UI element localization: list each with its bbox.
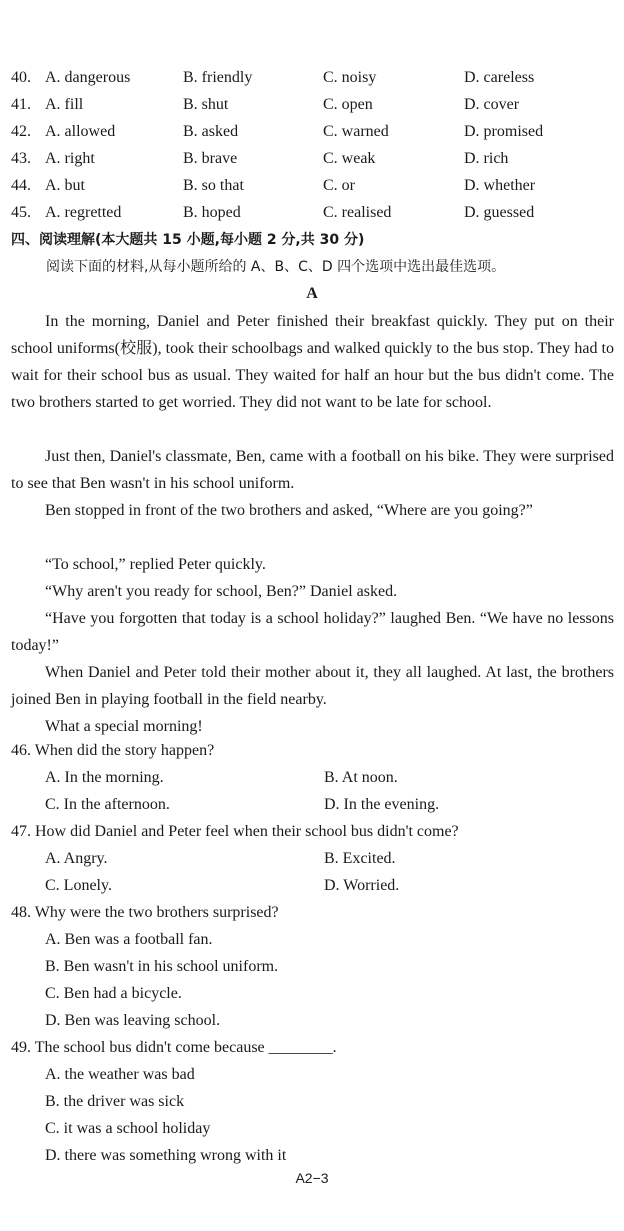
passage-paragraph: “Have you forgotten that today is a school holiday?” laughed Ben. “We have no lessons today!” <box>11 610 614 654</box>
option-c: C. In the afternoon. <box>45 796 170 813</box>
option-c: C. Lonely. <box>45 877 112 894</box>
option-d: D. Ben was leaving school. <box>45 1012 221 1029</box>
option-b: B. the driver was sick <box>45 1093 185 1110</box>
question-number: 42. <box>11 123 31 140</box>
question-number: 45. <box>11 204 31 221</box>
option-d: D. careless <box>464 69 535 86</box>
option-a: A. allowed <box>45 123 116 140</box>
passage-paragraph: What a special morning! <box>45 718 203 735</box>
option-b: B. friendly <box>183 69 253 86</box>
passage-paragraph: “Why aren't you ready for school, Ben?” Daniel asked. <box>45 583 398 600</box>
option-d: D. Worried. <box>324 877 400 894</box>
question-number: 44. <box>11 177 31 194</box>
passage-paragraph: “To school,” replied Peter quickly. <box>45 556 266 573</box>
option-a: A. the weather was bad <box>45 1066 195 1083</box>
option-c: C. or <box>323 177 355 194</box>
question-number: 43. <box>11 150 31 167</box>
passage-label: A <box>306 285 318 302</box>
option-a: A. Ben was a football fan. <box>45 931 213 948</box>
option-c: C. warned <box>323 123 389 140</box>
option-d: D. cover <box>464 96 520 113</box>
option-c: C. open <box>323 96 373 113</box>
option-b: B. asked <box>183 123 239 140</box>
option-b: B. so that <box>183 177 244 194</box>
question-stem: 48. Why were the two brothers surprised? <box>11 904 279 921</box>
option-d: D. promised <box>464 123 544 140</box>
option-b: B. At noon. <box>324 769 398 786</box>
option-b: B. shut <box>183 96 229 113</box>
option-a: A. Angry. <box>45 850 108 867</box>
option-d: D. guessed <box>464 204 535 221</box>
option-c: C. realised <box>323 204 392 221</box>
passage-paragraph: Just then, Daniel's classmate, Ben, came with a football on his bike. They were surprised to see that Ben wasn't in his school uniform. <box>11 448 614 492</box>
option-b: B. Ben wasn't in his school uniform. <box>45 958 279 975</box>
question-stem: 49. The school bus didn't come because ________. <box>11 1039 337 1056</box>
option-a: A. but <box>45 177 85 194</box>
option-b: B. hoped <box>183 204 241 221</box>
passage-paragraph: When Daniel and Peter told their mother about it, they all laughed. At last, the brothers joined Ben in playing football in the field nearby. <box>11 664 614 708</box>
page-number: A2−3 <box>295 1170 329 1186</box>
option-d: D. rich <box>464 150 509 167</box>
section-instruction: 阅读下面的材料,从每小题所给的 A、B、C、D 四个选项中选出最佳选项。 <box>46 259 506 275</box>
option-c: C. noisy <box>323 69 377 86</box>
question-number: 40. <box>11 69 31 86</box>
passage-paragraph: In the morning, Daniel and Peter finished their breakfast quickly. They put on their school uniforms(校服), took their schoolbags and walked quickly to the bus stop. They had to wait for their school bus as usual. They waited for half an hour but the bus didn't come. The two brothers started to get worried. They did not want to be late for school. <box>11 313 614 411</box>
option-a: A. dangerous <box>45 69 131 86</box>
section-heading: 四、阅读理解(本大题共 15 小题,每小题 2 分,共 30 分) <box>11 232 365 248</box>
passage-paragraph: Ben stopped in front of the two brothers and asked, “Where are you going?” <box>45 502 533 519</box>
question-stem: 47. How did Daniel and Peter feel when their school bus didn't come? <box>11 823 459 840</box>
option-a: A. In the morning. <box>45 769 164 786</box>
option-a: A. regretted <box>45 204 122 221</box>
question-number: 41. <box>11 96 31 113</box>
option-d: D. whether <box>464 177 536 194</box>
option-c: C. it was a school holiday <box>45 1120 211 1137</box>
option-b: B. brave <box>183 150 238 167</box>
option-a: A. fill <box>45 96 84 113</box>
option-c: C. weak <box>323 150 376 167</box>
option-c: C. Ben had a bicycle. <box>45 985 182 1002</box>
option-d: D. there was something wrong with it <box>45 1147 287 1164</box>
option-d: D. In the evening. <box>324 796 440 813</box>
option-a: A. right <box>45 150 95 167</box>
option-b: B. Excited. <box>324 850 396 867</box>
question-stem: 46. When did the story happen? <box>11 742 215 759</box>
